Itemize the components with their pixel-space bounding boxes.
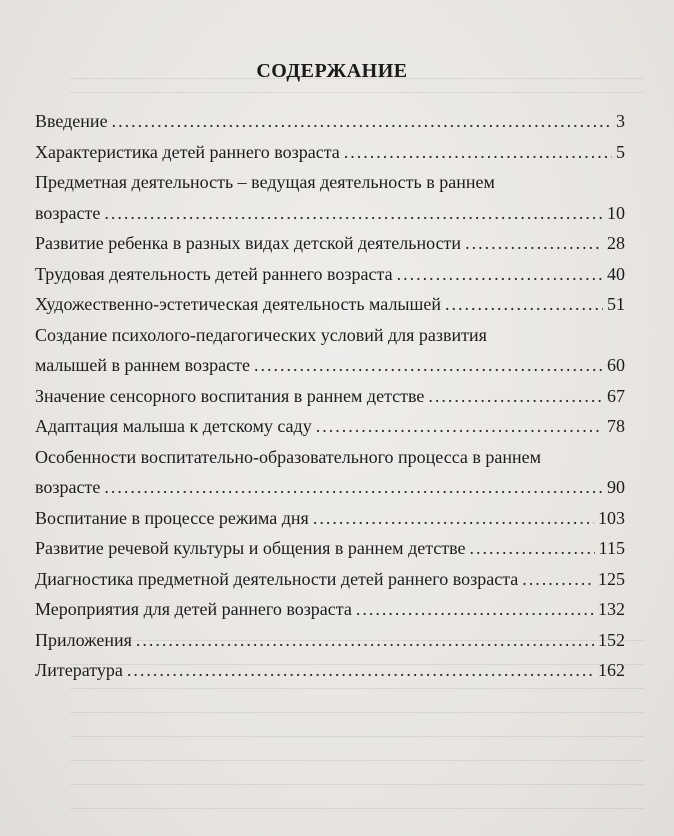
toc-page-number: 28 — [607, 233, 625, 253]
toc-page-number: 51 — [607, 294, 625, 314]
dot-leader — [428, 381, 603, 412]
show-through-line — [70, 712, 644, 713]
toc-entry-first-line: Особенности воспитательно-образовательного процесса в раннем — [35, 446, 542, 467]
toc-page-number: 3 — [616, 111, 625, 131]
toc-page-number: 162 — [598, 660, 625, 680]
toc-entry — [35, 381, 625, 412]
dot-leader — [112, 106, 612, 137]
dot-leader — [470, 533, 595, 564]
toc-entry-title: Значение сенсорного воспитания в раннем детстве — [35, 385, 425, 406]
toc-entry-title: Адаптация малыша к детскому саду — [35, 416, 312, 436]
toc-entry — [35, 228, 625, 259]
toc-entry — [35, 289, 625, 320]
table-of-contents — [35, 106, 625, 686]
toc-page-number: 5 — [616, 141, 625, 162]
toc-page-number: 125 — [598, 568, 625, 589]
toc-entry — [35, 594, 625, 625]
show-through-line — [70, 736, 644, 737]
page-title: СОДЕРЖАНИЕ — [256, 60, 408, 82]
toc-entry-title: Литература — [35, 660, 123, 680]
dot-leader — [522, 564, 594, 595]
toc-entry — [35, 503, 625, 534]
toc-entry-title: малышей в раннем возрасте — [35, 355, 250, 375]
toc-page-number: 90 — [607, 477, 625, 497]
toc-entry-title: Трудовая деятельность детей раннего возраста — [35, 263, 393, 284]
dot-leader — [104, 198, 603, 229]
toc-page-number: 78 — [607, 416, 625, 436]
toc-entry — [35, 625, 625, 656]
show-through-line — [70, 92, 644, 93]
toc-entry-title: Приложения — [35, 629, 132, 650]
toc-page-number: 132 — [598, 599, 625, 619]
toc-entry-title: Диагностика предметной деятельности детей раннего возраста — [35, 568, 519, 589]
toc-entry-title: Мероприятия для детей раннего возраста — [35, 599, 352, 619]
toc-page-number: 40 — [607, 263, 625, 284]
toc-page-number: 67 — [607, 385, 625, 406]
dot-leader — [344, 137, 612, 168]
toc-page-number: 103 — [598, 507, 625, 528]
toc-entry-title: Воспитание в процессе режима дня — [35, 507, 309, 528]
show-through-line — [70, 688, 644, 689]
toc-entry — [35, 198, 625, 229]
show-through-line — [70, 808, 644, 809]
toc-entry — [35, 106, 625, 137]
toc-page-number: 60 — [607, 355, 625, 375]
toc-entry-title: Развитие речевой культуры и общения в раннем детстве — [35, 538, 466, 558]
show-through-line — [70, 760, 644, 761]
dot-leader — [356, 594, 594, 625]
toc-page-number: 10 — [607, 202, 625, 223]
toc-entry — [35, 655, 625, 686]
toc-entry — [35, 533, 625, 564]
toc-entry-first-line: Предметная деятельность – ведущая деятельность в раннем — [35, 172, 495, 192]
toc-entry-title: возрасте — [35, 202, 101, 223]
dot-leader — [445, 289, 603, 320]
dot-leader — [465, 228, 603, 259]
toc-entry — [35, 411, 625, 442]
dot-leader — [136, 625, 594, 656]
toc-entry-title: Введение — [35, 111, 108, 131]
toc-entry — [35, 259, 625, 290]
toc-entry-title: Художественно-эстетическая деятельность малышей — [35, 294, 442, 314]
toc-page-number: 152 — [598, 629, 625, 650]
show-through-line — [70, 784, 644, 785]
toc-entry — [35, 350, 625, 381]
toc-entry — [35, 137, 625, 168]
toc-entry-first-line: Создание психолого-педагогических условий для развития — [35, 324, 487, 345]
toc-entry — [35, 564, 625, 595]
toc-entry — [35, 472, 625, 503]
toc-entry-title: Характеристика детей раннего возраста — [35, 141, 340, 162]
dot-leader — [104, 472, 603, 503]
toc-entry-title: возрасте — [35, 477, 101, 497]
dot-leader — [316, 411, 603, 442]
dot-leader — [397, 259, 603, 290]
dot-leader — [127, 655, 594, 686]
toc-page-number: 115 — [598, 538, 625, 558]
dot-leader — [254, 350, 603, 381]
dot-leader — [313, 503, 594, 534]
toc-entry-title: Развитие ребенка в разных видах детской деятельности — [35, 233, 462, 253]
